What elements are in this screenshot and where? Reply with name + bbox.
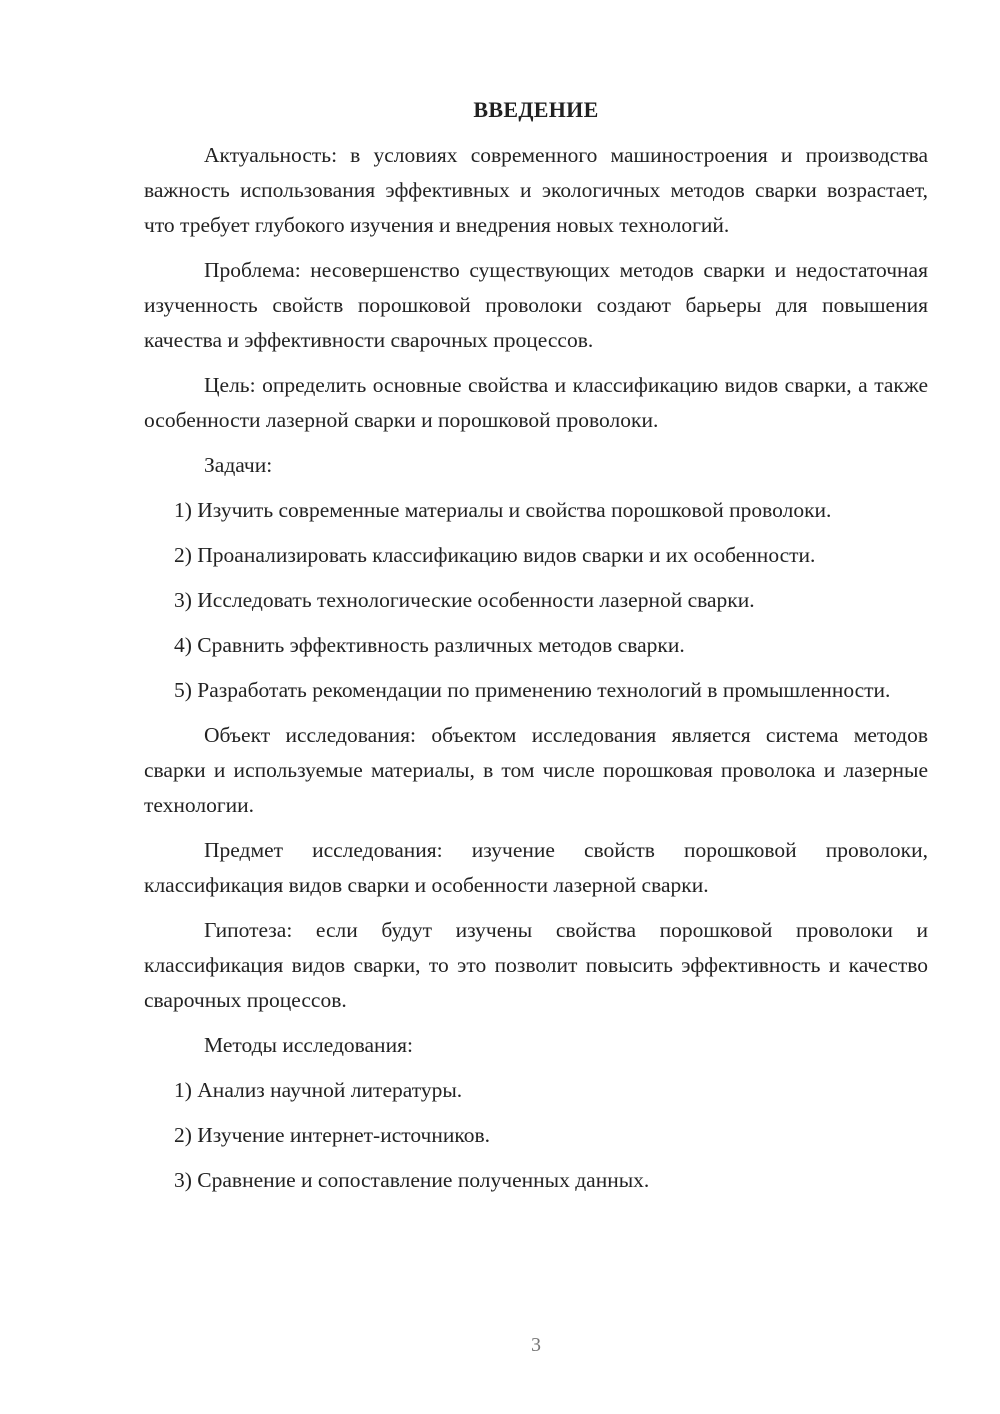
document-page: [144, 90, 928, 1208]
paragraph-relevance: Актуальность: в условиях современного машиностроения и производства важность использования эффективных и экологичных методов сварки возрастает, что требует глубокого изучения и внедрения новых технологий.: [144, 143, 928, 237]
task-item-4: 4) Сравнить эффективность различных методов сварки.: [174, 633, 685, 657]
page-number: 3: [531, 1334, 541, 1356]
paragraph-object: Объект исследования: объектом исследования является система методов сварки и используемые материалы, в том числе порошковая проволока и лазерные технологии.: [144, 723, 928, 817]
paragraph-hypothesis: Гипотеза: если будут изучены свойства порошковой проволоки и классификация видов сварки, то это позволит повысить эффективность и качество сварочных процессов.: [144, 918, 928, 1012]
tasks-heading: Задачи:: [204, 453, 273, 477]
paragraph-problem: Проблема: несовершенство существующих методов сварки и недостаточная изученность свойств порошковой проволоки создают барьеры для повышения качества и эффективности сварочных процессов.: [144, 258, 928, 352]
method-item-2: 2) Изучение интернет-источников.: [174, 1123, 491, 1147]
paragraph-goal: Цель: определить основные свойства и классификацию видов сварки, а также особенности лазерной сварки и порошковой проволоки.: [144, 373, 928, 432]
methods-heading: Методы исследования:: [204, 1033, 413, 1057]
task-item-2: 2) Проанализировать классификацию видов сварки и их особенности.: [174, 543, 816, 567]
paragraph-subject: Предмет исследования: изучение свойств порошковой проволоки, классификация видов сварки и особенности лазерной сварки.: [144, 838, 928, 897]
task-item-5: 5) Разработать рекомендации по применению технологий в промышленности.: [174, 678, 891, 702]
task-item-3: 3) Исследовать технологические особенности лазерной сварки.: [174, 588, 755, 612]
task-item-1: 1) Изучить современные материалы и свойства порошковой проволоки.: [174, 498, 832, 522]
section-title: ВВЕДЕНИЕ: [473, 97, 599, 122]
method-item-3: 3) Сравнение и сопоставление полученных данных.: [174, 1168, 650, 1192]
method-item-1: 1) Анализ научной литературы.: [174, 1078, 463, 1102]
